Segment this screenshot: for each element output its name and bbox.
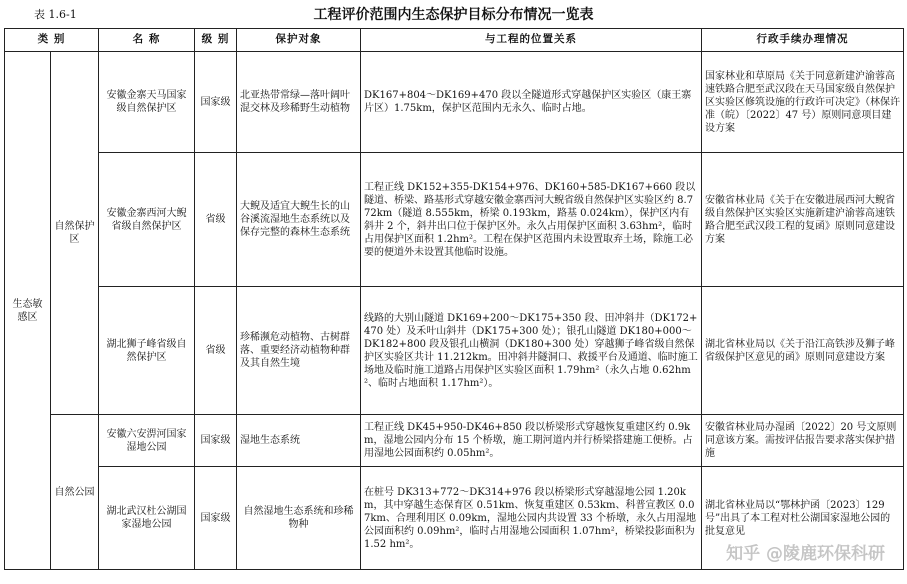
header-row — [5, 29, 904, 52]
row-admin: 安徽省林业局《关于在安徽进展西河大鲵省级自然保护区实验区实施新建沪渝蓉高速铁路合肥至武汉段工程的复函》原则同意建设方案 — [702, 153, 904, 287]
header-position: 与工程的位置关系 — [361, 29, 702, 52]
row-level: 国家级 — [195, 467, 237, 570]
row-object: 北亚热带常绿—落叶阔叶混交林及珍稀野生动植物 — [237, 52, 361, 153]
table-row — [5, 415, 904, 467]
watermark: 知乎 @陵鹿环保科研 — [726, 544, 885, 564]
row-admin: 湖北省林业局以“鄂林护函〔2023〕129 号”出具了本工程对杜公湖国家湿地公园的批复意见 — [702, 467, 904, 570]
row-object: 自然湿地生态系统和珍稀物种 — [237, 467, 361, 570]
category-main-cell: 生态敏感区 — [5, 52, 51, 570]
row-object: 湿地生态系统 — [237, 415, 361, 467]
row-name: 安徽六安淠河国家湿地公园 — [99, 415, 195, 467]
subcategory-nature-reserve: 自然保护区 — [51, 52, 99, 415]
caption-row — [0, 0, 907, 26]
row-admin: 湖北省林业局以《关于沿江高铁涉及狮子峰省级保护区意见的函》原则同意建设方案 — [702, 287, 904, 415]
row-admin: 国家林业和草原局《关于同意新建沪渝蓉高速铁路合肥至武汉段在天马国家级自然保护区实验区修筑设施的行政许可决定》（林保许准（皖）〔2022〕47 号）原则同意项目建设方案 — [702, 52, 904, 153]
table-number: 表 1.6-1 — [34, 8, 77, 21]
row-level: 省级 — [195, 287, 237, 415]
header-object: 保护对象 — [237, 29, 361, 52]
table-row — [5, 153, 904, 287]
row-level: 国家级 — [195, 52, 237, 153]
row-name: 湖北武汉杜公湖国家湿地公园 — [99, 467, 195, 570]
table-row — [5, 467, 904, 570]
header-admin: 行政手续办理情况 — [702, 29, 904, 52]
row-name: 湖北狮子峰省级自然保护区 — [99, 287, 195, 415]
row-object: 大鲵及适宜大鲵生长的山谷溪流湿地生态系统以及保存完整的森林生态系统 — [237, 153, 361, 287]
row-position: 工程正线 DK45+950-DK46+850 段以桥梁形式穿越恢复重建区约 0.9km，湿地公园内分布 15 个桥墩，施工期河道内并行桥梁搭建施工便桥。占用湿地公园面积约 0.05hm²。 — [361, 415, 702, 467]
row-position: 工程正线 DK152+355-DK154+976、DK160+585-DK167+660 段以隧道、桥梁、路基形式穿越安徽金寨西河大鲵省级自然保护区实验区约 8.772km（隧道 8.555km，桥梁 0.193km，路基 0.024km），保护区内有斜井 2 个，斜井出口位于保护区外。永久占用保护区面积 3.63hm²，临时占用保护区面积 1.2hm²。工程在保护区范围内未设置取弃土场，除施工必要的便道外未设置其他临时设施。 — [361, 153, 702, 287]
header-category: 类 别 — [5, 29, 99, 52]
eco-protection-table — [4, 28, 904, 570]
header-name: 名 称 — [99, 29, 195, 52]
table-title: 工程评价范围内生态保护目标分布情况一览表 — [313, 7, 594, 23]
header-level: 级 别 — [195, 29, 237, 52]
row-position: 线路的大别山隧道 DK169+200～DK175+350 段、田冲斜井（DK172+470 处）及禾叶山斜井（DK175+300 处）；银孔山隧道 DK180+000～DK182+800 段及银孔山横洞（DK180+300 处）穿越狮子峰省级自然保护区实验区共计 11.212km。田冲斜井隧洞口、救援平台及通道、临时施工场地及临时施工道路占用保护区实验区面积 1.79hm²（永久占地 0.62hm²、临时占地面积 1.17hm²）。 — [361, 287, 702, 415]
row-position: DK167+804～DK169+470 段以全隧道形式穿越保护区实验区（康王寨片区）1.75km，保护区范围内无永久、临时占地。 — [361, 52, 702, 153]
row-level: 国家级 — [195, 415, 237, 467]
table-row — [5, 287, 904, 415]
row-name: 安徽金寨天马国家级自然保护区 — [99, 52, 195, 153]
row-object: 珍稀濒危动植物、古树群落、重要经济动植物种群及其自然生境 — [237, 287, 361, 415]
subcategory-wetland-park: 自然公园 — [51, 415, 99, 570]
row-position: 在桩号 DK313+772～DK314+976 段以桥梁形式穿越湿地公园 1.20km，其中穿越生态保育区 0.51km、恢复重建区 0.53km、科普宣教区 0.07km、合理利用区 0.09km，湿地公园内共设置 33 个桥墩，永久占用湿地公园面积约 0.09hm²，临时占用湿地公园面积 1.07hm²，桥梁投影面积为 1.52 hm²。 — [361, 467, 702, 570]
table-row — [5, 52, 904, 153]
row-admin: 安徽省林业局办湿函〔2022〕20 号文原则同意该方案。需按评估报告要求落实保护措施 — [702, 415, 904, 467]
row-level: 省级 — [195, 153, 237, 287]
row-name: 安徽金寨西河大鲵省级自然保护区 — [99, 153, 195, 287]
